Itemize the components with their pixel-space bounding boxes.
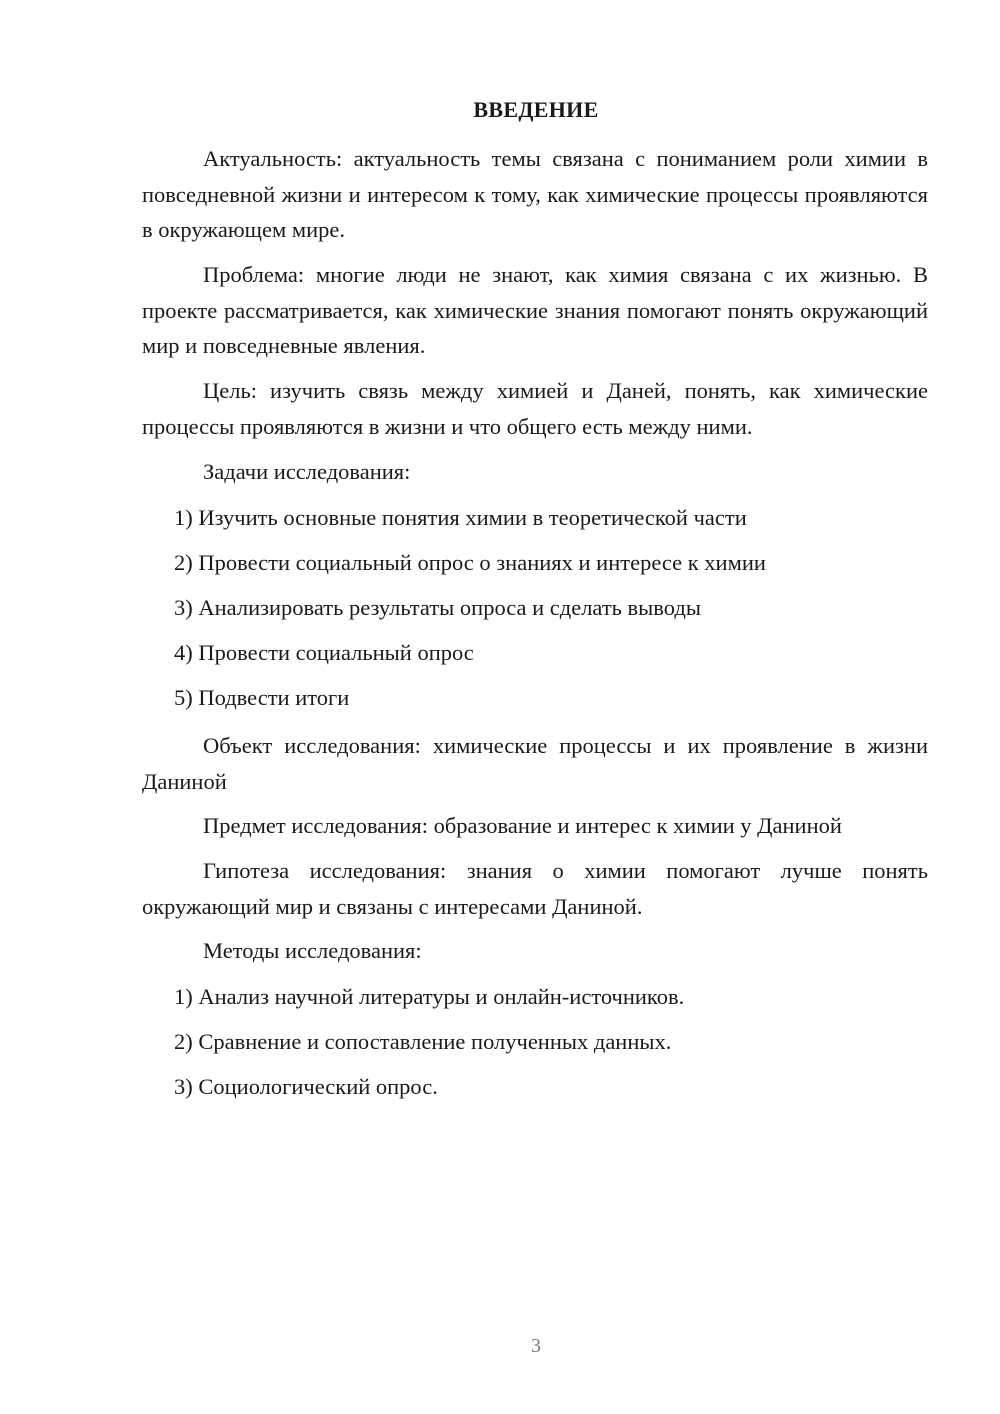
methods-title: Методы исследования: [203, 938, 422, 963]
paragraph-hypothesis: Гипотеза исследования: знания о химии помогают лучше понять окружающий мир и связаны с интересами Даниной. [142, 858, 928, 919]
paragraph-goal: Цель: изучить связь между химией и Даней, понять, как химические процессы проявляются в жизни и что общего есть между ними. [142, 378, 928, 439]
list-item: 1) Изучить основные понятия химии в теоретической части [174, 505, 747, 530]
list-item: 3) Анализировать результаты опроса и сделать выводы [174, 595, 701, 620]
list-item: 3) Социологический опрос. [174, 1074, 438, 1099]
paragraph-problem: Проблема: многие люди не знают, как химия связана с их жизнью. В проекте рассматривается, как химические знания помогают понять окружающий мир и повседневные явления. [142, 262, 928, 358]
tasks-title: Задачи исследования: [203, 459, 411, 484]
section-heading: ВВЕДЕНИЕ [473, 97, 599, 122]
page-number: 3 [531, 1335, 541, 1357]
list-item: 5) Подвести итоги [174, 685, 350, 710]
list-item: 2) Провести социальный опрос о знаниях и интересе к химии [174, 550, 766, 575]
paragraph-object: Объект исследования: химические процессы и их проявление в жизни Даниной [142, 733, 928, 794]
paragraph-subject: Предмет исследования: образование и интерес к химии у Даниной [203, 813, 842, 838]
list-item: 1) Анализ научной литературы и онлайн-источников. [174, 984, 685, 1009]
paragraph-relevance: Актуальность: актуальность темы связана с пониманием роли химии в повседневной жизни и интересом к тому, как химические процессы проявляются в окружающем мире. [142, 146, 928, 242]
list-item: 2) Сравнение и сопоставление полученных данных. [174, 1029, 672, 1054]
list-item: 4) Провести социальный опрос [174, 640, 474, 665]
